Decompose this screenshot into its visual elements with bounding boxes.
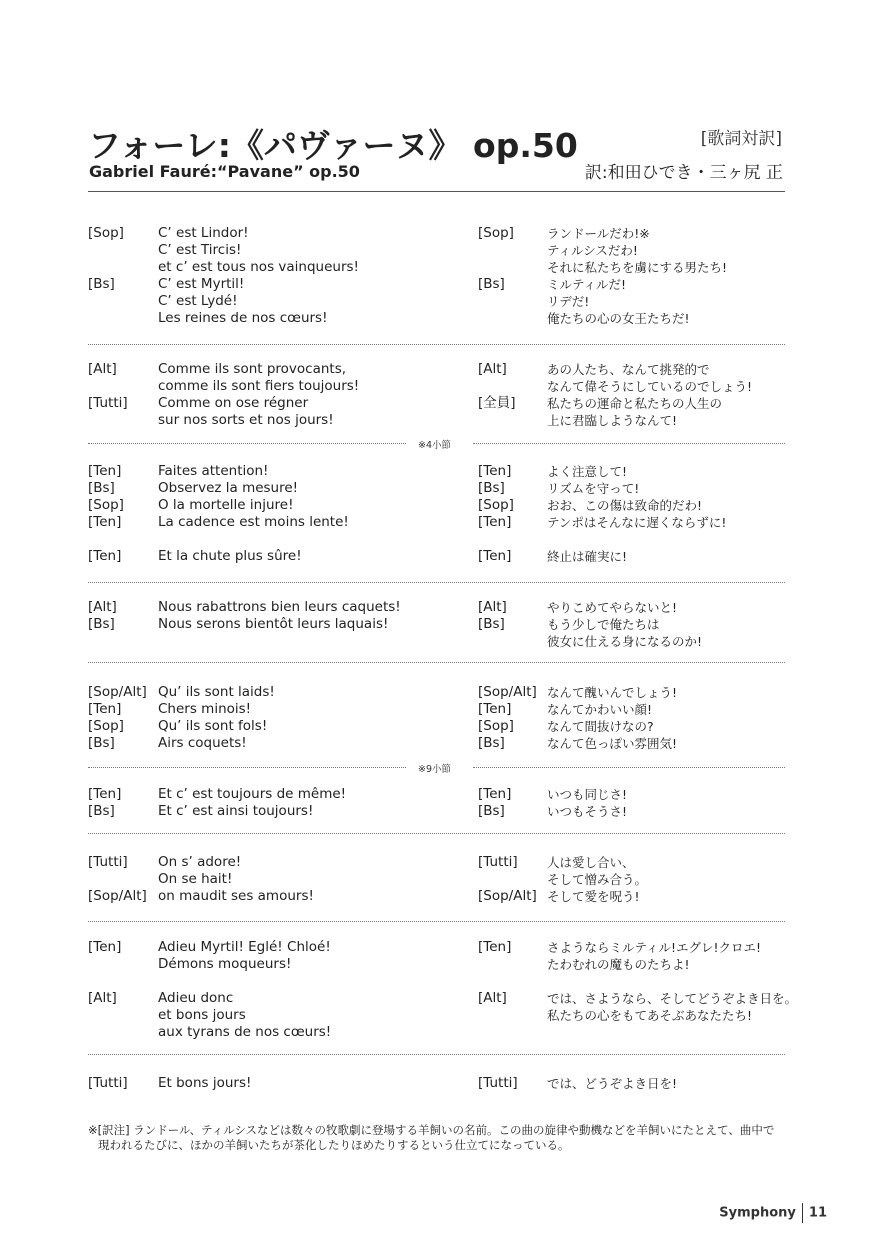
jp-lyric: なんて間抜けなの? xyxy=(547,719,654,734)
jp-part-label: [全員] xyxy=(478,395,516,411)
fr-part-label: [Bs] xyxy=(88,616,115,632)
jp-lyric: リデだ! xyxy=(547,294,590,309)
fr-part-label: [Sop] xyxy=(88,225,124,241)
fr-part-label: [Sop] xyxy=(88,497,124,513)
jp-part-label: [Bs] xyxy=(478,480,505,496)
fr-lyric: Et la chute plus sûre! xyxy=(158,548,302,564)
fr-part-label: [Alt] xyxy=(88,599,117,615)
jp-lyric: ミルティルだ! xyxy=(547,277,627,292)
fr-lyric: C’ est Tircis! xyxy=(158,242,242,258)
fr-part-label: [Ten] xyxy=(88,701,122,717)
jp-lyric: もう少しで俺たちは xyxy=(547,617,660,632)
jp-part-label: [Ten] xyxy=(478,786,512,802)
jp-lyric: なんて偉そうにしているのでしょう! xyxy=(547,379,753,394)
jp-part-label: [Bs] xyxy=(478,735,505,751)
fr-lyric: O la mortelle injure! xyxy=(158,497,294,513)
fr-lyric: Démons moqueurs! xyxy=(158,956,292,972)
jp-part-label: [Sop/Alt] xyxy=(478,684,537,700)
fr-lyric: aux tyrans de nos cœurs! xyxy=(158,1024,332,1040)
jp-part-label: [Tutti] xyxy=(478,1075,518,1091)
jp-part-label: [Bs] xyxy=(478,616,505,632)
fr-lyric: On s’ adore! xyxy=(158,854,242,870)
fr-part-label: [Ten] xyxy=(88,939,122,955)
fr-lyric: Et bons jours! xyxy=(158,1075,252,1091)
fr-part-label: [Ten] xyxy=(88,463,122,479)
jp-lyric: そして憎み合う。 xyxy=(547,872,648,887)
dotted-separator-left xyxy=(88,443,406,444)
fr-lyric: Nous rabattrons bien leurs caquets! xyxy=(158,599,401,615)
dotted-separator xyxy=(88,833,785,834)
fr-lyric: Airs coquets! xyxy=(158,735,247,751)
jp-part-label: [Sop] xyxy=(478,225,514,241)
translator-credit: 訳:和田ひでき・三ヶ尻 正 xyxy=(584,163,783,183)
dotted-separator xyxy=(88,582,785,583)
dotted-separator-right xyxy=(473,767,785,768)
magazine-name: Symphony xyxy=(719,1205,796,1221)
header-rule xyxy=(88,191,785,192)
fr-lyric: Comme on ose régner xyxy=(158,395,309,411)
fr-lyric: Et c’ est toujours de même! xyxy=(158,786,347,802)
fr-lyric: Comme ils sont provocants, xyxy=(158,361,347,377)
page-number: 11 xyxy=(808,1205,827,1221)
jp-part-label: [Alt] xyxy=(478,599,507,615)
footnote-line-2: 現われるたびに、ほかの羊飼いたちが茶化したりほめたりするという仕立てになっている。 xyxy=(98,1138,570,1152)
fr-part-label: [Tutti] xyxy=(88,854,128,870)
jp-lyric: リズムを守って! xyxy=(547,481,640,496)
fr-lyric: Observez la mesure! xyxy=(158,480,299,496)
fr-lyric: Adieu Myrtil! Eglé! Chloé! xyxy=(158,939,331,955)
fr-part-label: [Ten] xyxy=(88,548,122,564)
fr-lyric: on maudit ses amours! xyxy=(158,888,314,904)
fr-part-label: [Bs] xyxy=(88,276,115,292)
fr-lyric: C’ est Lydé! xyxy=(158,293,238,309)
jp-lyric: 私たちの運命と私たちの人生の xyxy=(547,396,723,411)
dotted-separator xyxy=(88,662,785,663)
fr-lyric: C’ est Lindor! xyxy=(158,225,249,241)
fr-lyric: et c’ est tous nos vainqueurs! xyxy=(158,259,359,275)
jp-lyric: さようならミルティル!エグレ!クロエ! xyxy=(547,940,762,955)
page-title: フォーレ:《パヴァーヌ》 op.50 xyxy=(88,126,578,165)
jp-lyric: なんて色っぽい雰囲気! xyxy=(547,736,678,751)
jp-lyric: ランドールだわ!※ xyxy=(547,226,650,241)
fr-part-label: [Ten] xyxy=(88,786,122,802)
jp-lyric: それに私たちを虜にする男たち! xyxy=(547,260,728,275)
section-tag: [歌詞対訳] xyxy=(700,129,782,149)
fr-part-label: [Alt] xyxy=(88,361,117,377)
fr-part-label: [Tutti] xyxy=(88,395,128,411)
dotted-separator-right xyxy=(473,443,785,444)
jp-lyric: 彼女に仕える身になるのか! xyxy=(547,634,703,649)
dotted-separator-left xyxy=(88,767,406,768)
jp-lyric: あの人たち、なんて挑発的で xyxy=(547,362,710,377)
fr-part-label: [Bs] xyxy=(88,735,115,751)
fr-part-label: [Sop] xyxy=(88,718,124,734)
fr-part-label: [Alt] xyxy=(88,990,117,1006)
jp-lyric: やりこめてやらないと! xyxy=(547,600,678,615)
footnote xyxy=(88,1123,793,1153)
fr-lyric: comme ils sont fiers toujours! xyxy=(158,378,360,394)
jp-lyric: ティルシスだわ! xyxy=(547,243,638,258)
fr-part-label: [Tutti] xyxy=(88,1075,128,1091)
fr-lyric: C’ est Myrtil! xyxy=(158,276,245,292)
footnote-line-1: ※[訳注] ランドール、ティルシスなどは数々の牧歌劇に登場する羊飼いの名前。この曲の旋律や動機などを羊飼いにたとえて、曲中で xyxy=(88,1123,775,1137)
jp-lyric: 私たちの心をもてあそぶあなたたち! xyxy=(547,1008,753,1023)
jp-part-label: [Bs] xyxy=(478,803,505,819)
jp-lyric: では、どうぞよき日を! xyxy=(547,1076,678,1091)
fr-lyric: Qu’ ils sont fols! xyxy=(158,718,268,734)
fr-part-label: [Sop/Alt] xyxy=(88,684,147,700)
jp-lyric: なんてかわいい顔! xyxy=(547,702,653,717)
fr-lyric: Faites attention! xyxy=(158,463,269,479)
fr-part-label: [Bs] xyxy=(88,480,115,496)
jp-lyric: 上に君臨しようなんて! xyxy=(547,413,678,428)
fr-lyric: sur nos sorts et nos jours! xyxy=(158,412,334,428)
jp-lyric: 俺たちの心の女王たちだ! xyxy=(547,311,690,326)
jp-part-label: [Alt] xyxy=(478,990,507,1006)
fr-lyric: Qu’ ils sont laids! xyxy=(158,684,275,700)
jp-lyric: いつもそうさ! xyxy=(547,804,628,819)
fr-lyric: Et c’ est ainsi toujours! xyxy=(158,803,314,819)
fr-lyric: Adieu donc xyxy=(158,990,234,1006)
jp-part-label: [Ten] xyxy=(478,548,512,564)
jp-part-label: [Sop] xyxy=(478,497,514,513)
fr-part-label: [Sop/Alt] xyxy=(88,888,147,904)
jp-part-label: [Sop/Alt] xyxy=(478,888,537,904)
jp-part-label: [Ten] xyxy=(478,939,512,955)
fr-lyric: et bons jours xyxy=(158,1007,246,1023)
jp-part-label: [Ten] xyxy=(478,701,512,717)
jp-part-label: [Sop] xyxy=(478,718,514,734)
fr-lyric: La cadence est moins lente! xyxy=(158,514,349,530)
dotted-separator xyxy=(88,344,785,345)
jp-lyric: たわむれの魔ものたちよ! xyxy=(547,957,690,972)
jp-lyric: よく注意して! xyxy=(547,464,628,479)
fr-part-label: [Bs] xyxy=(88,803,115,819)
jp-lyric: テンポはそんなに遅くならずに! xyxy=(547,515,727,530)
jp-lyric: そして愛を呪う! xyxy=(547,889,640,904)
jp-lyric: おお、この傷は致命的だわ! xyxy=(547,498,703,513)
jp-lyric: いつも同じさ! xyxy=(547,787,628,802)
jp-part-label: [Ten] xyxy=(478,463,512,479)
jp-part-label: [Bs] xyxy=(478,276,505,292)
dotted-separator xyxy=(88,921,785,922)
jp-lyric: なんて醜いんでしょう! xyxy=(547,685,678,700)
fr-part-label: [Ten] xyxy=(88,514,122,530)
fr-lyric: Nous serons bientôt leurs laquais! xyxy=(158,616,389,632)
jp-lyric: 終止は確実に! xyxy=(547,549,628,564)
jp-lyric: 人は愛し合い、 xyxy=(547,855,635,870)
jp-part-label: [Ten] xyxy=(478,514,512,530)
jp-part-label: [Tutti] xyxy=(478,854,518,870)
fr-lyric: Les reines de nos cœurs! xyxy=(158,310,328,326)
page-subtitle: Gabriel Fauré:“Pavane” op.50 xyxy=(89,162,360,181)
fr-lyric: On se hait! xyxy=(158,871,233,887)
folio-divider xyxy=(802,1203,803,1223)
measure-rest-marker: ※4小節 xyxy=(418,440,452,451)
fr-lyric: Chers minois! xyxy=(158,701,252,717)
folio xyxy=(719,1203,827,1223)
jp-part-label: [Alt] xyxy=(478,361,507,377)
jp-lyric: では、さようなら、そしてどうぞよき日を。 xyxy=(547,991,798,1006)
measure-rest-marker: ※9小節 xyxy=(418,764,452,775)
dotted-separator xyxy=(88,1054,785,1055)
